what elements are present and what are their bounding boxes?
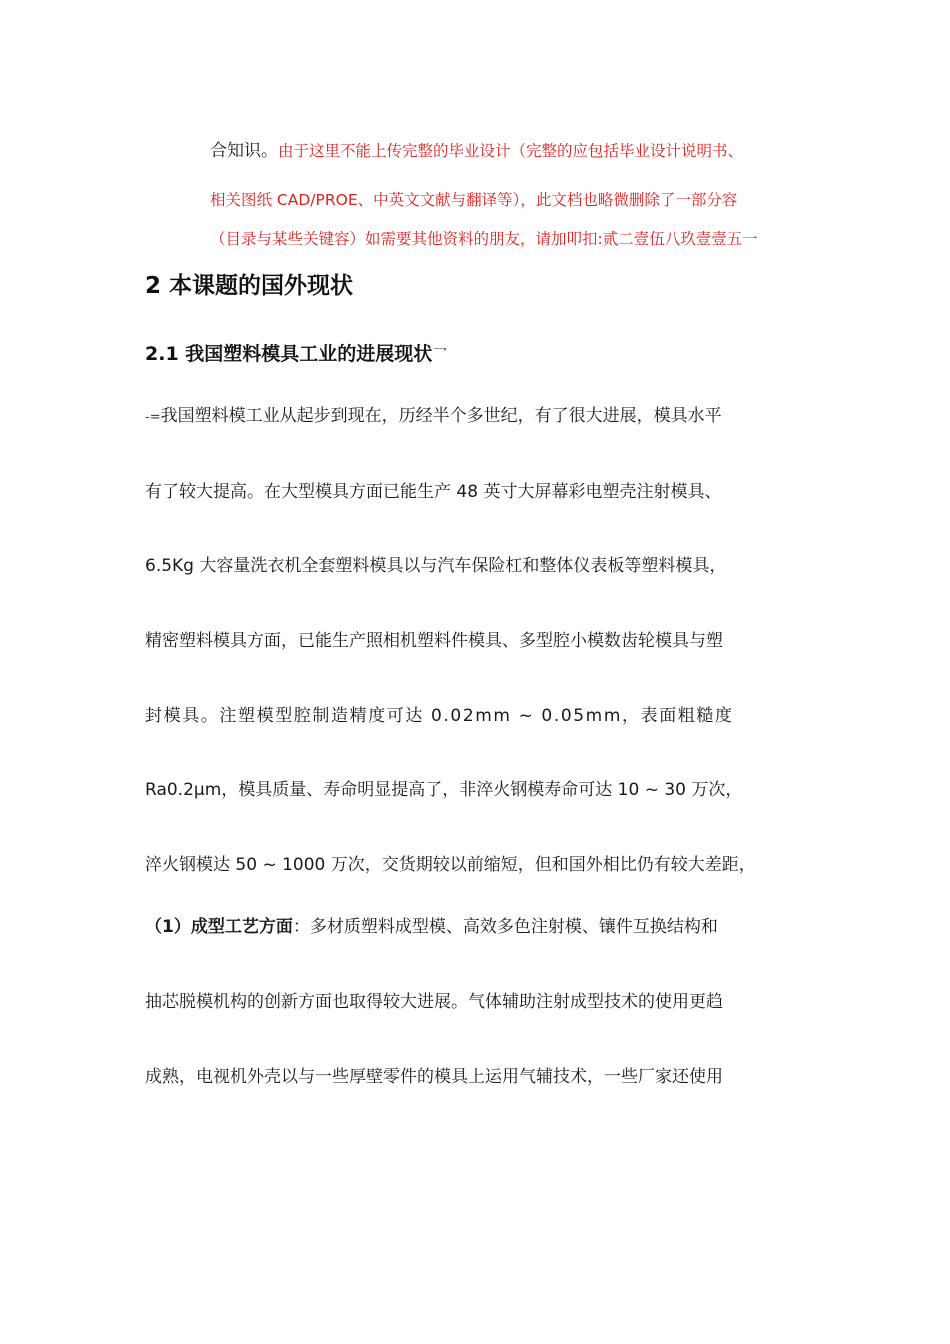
note-line-3: （目录与某些关键容）如需要其他资料的朋友，请加叩扣:贰二壹伍八玖壹壹五一 — [210, 230, 758, 248]
body-line-9: 抽芯脱模机构的创新方面也取得较大进展。气体辅助注射成型技术的使用更趋 — [145, 992, 723, 1012]
note-line-1 — [210, 140, 743, 162]
body-line-8-text: ：多材质塑料成型模、高效多色注射模、镶件互换结构和 — [292, 917, 718, 937]
body-line-5: 封模具。注塑模型腔制造精度可达 0.02mm ~ 0.05mm，表面粗糙度 — [145, 706, 734, 726]
body-line-4: 精密塑料模具方面，已能生产照相机塑料件模具、多型腔小模数齿轮模具与塑 — [145, 631, 723, 651]
process-aspect-label: （1）成型工艺方面 — [145, 917, 293, 937]
note-lead-text: 合知识。 — [210, 141, 278, 161]
body-line-1-text: 我国塑料模工业从起步到现在，历经半个多世纪，有了很大进展，模具水平 — [160, 406, 722, 426]
subsection-heading — [145, 341, 447, 368]
section-heading: 2 本课题的国外现状 — [145, 273, 354, 299]
body-line-3: 6.5Kg 大容量洗衣机全套塑料模具以与汽车保险杠和整体仪表板等塑料模具， — [145, 556, 727, 576]
note-red-text-1: 由于这里不能上传完整的毕业设计（完整的应包括毕业设计说明书、 — [278, 142, 744, 160]
subsection-heading-tail: 乛 — [432, 346, 448, 364]
body-line-6: Ra0.2μm，模具质量、寿命明显提高了，非淬火钢模寿命可达 10 ~ 30 万次， — [145, 780, 743, 800]
body-line-10: 成熟，电视机外壳以与一些厚壁零件的模具上运用气辅技术，一些厂家还使用 — [145, 1067, 723, 1087]
note-line-2: 相关图纸 CAD/PROE、中英文文献与翻译等），此文档也略微删除了一部分容 — [210, 191, 738, 209]
body-line-2: 有了较大提高。在大型模具方面已能生产 48 英寸大屏幕彩电塑壳注射模具、 — [145, 482, 722, 502]
subsection-heading-text: 2.1 我国塑料模具工业的进展现状 — [145, 343, 433, 365]
body-line-7: 淬火钢模达 50 ~ 1000 万次，交货期较以前缩短，但和国外相比仍有较大差距， — [145, 855, 756, 875]
body-line-8 — [145, 916, 718, 938]
lead-mark: -= — [145, 410, 161, 425]
body-line-1 — [145, 405, 722, 429]
